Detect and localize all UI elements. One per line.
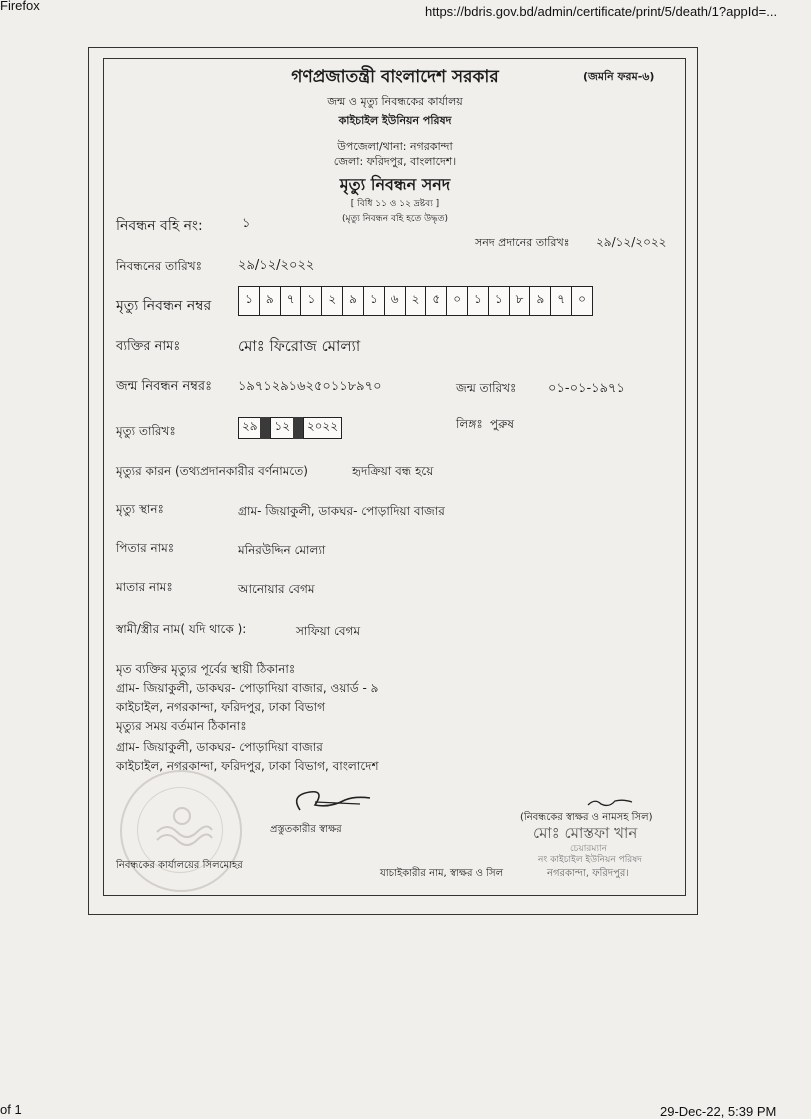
registrar-union-stamp: নং কাইচাইল ইউনিয়ন পরিষদ (538, 855, 642, 865)
mother-name-label: মাতার নামঃ (116, 580, 173, 594)
registrar-name-stamp: মোঃ মোস্তফা খান (533, 824, 638, 842)
reg-digit: ১ (300, 286, 322, 316)
registration-date-label: নিবন্ধনের তারিখঃ (116, 259, 202, 273)
death-day: ২৯ (238, 417, 262, 439)
district-name: জেলা: ফরিদপুর, বাংলাদেশ। (333, 155, 457, 168)
upazila-name: উপজেলা/থানা: নগরকান্দা (337, 140, 453, 153)
preparer-signature-label: প্রস্তুতকারীর স্বাক্ষর (270, 824, 342, 835)
registrar-signature-label: (নিবন্ধকের স্বাক্ষর ও নামসহ সিল) (520, 812, 653, 823)
gender-label: লিঙ্গঃ (456, 417, 483, 431)
date-separator (260, 417, 270, 439)
reg-digit: ৮ (509, 286, 531, 316)
office-name: জন্ম ও মৃত্যু নিবন্ধকের কার্যালয় (327, 95, 463, 108)
issue-date-value: ২৯/১২/২০২২ (596, 235, 667, 249)
reg-digit: ৯ (259, 286, 281, 316)
reg-digit: ১ (488, 286, 510, 316)
reg-digit: ৯ (342, 286, 364, 316)
rule-reference: [ বিধি ১১ ও ১২ দ্রষ্টব্য ] (350, 199, 440, 209)
birth-reg-number-label: জন্ম নিবন্ধন নম্বরঃ (116, 379, 213, 394)
registrar-title-stamp: চেয়ারম্যান (570, 844, 607, 854)
death-month: ১২ (270, 417, 294, 439)
government-name: গণপ্রজাতন্ত্রী বাংলাদেশ সরকার (291, 67, 499, 87)
registrar-location-stamp: নগরকান্দা, ফরিদপুর। (547, 868, 629, 879)
reg-digit: ২ (405, 286, 427, 316)
registrar-signature-icon (585, 796, 635, 810)
gender-value: পুরুষ (490, 417, 514, 431)
father-name-label: পিতার নামঃ (116, 541, 175, 555)
registration-date-value: ২৯/১২/২০২২ (238, 258, 315, 273)
birth-date-label: জন্ম তারিখঃ (456, 381, 517, 395)
reg-digit: ৬ (384, 286, 406, 316)
current-address-line1: গ্রাম- জিয়াকুলী, ডাকঘর- পোড়াদিয়া বাজার (116, 740, 323, 754)
reg-digit: ১ (238, 286, 260, 316)
certificate-title: মৃত্যু নিবন্ধন সনদ (339, 175, 451, 194)
person-name-value: মোঃ ফিরোজ মোল্যা (238, 337, 361, 355)
cause-value: হৃদক্রিয়া বন্ধ হয়ে (352, 464, 434, 478)
page-url: https://bdris.gov.bd/admin/certificate/print/5/death/1?appId=... (425, 4, 778, 19)
permanent-address-line2: কাইচাইল, নগরকান্দা, ফরিদপুর, ঢাকা বিভাগ (116, 700, 325, 714)
birth-reg-number-value: ১৯৭১২৯১৬২৫০১১৮৯৭০ (238, 379, 382, 394)
death-place-label: মৃত্যু স্থানঃ (116, 502, 164, 516)
reg-digit: ৫ (425, 286, 447, 316)
date-separator (293, 417, 303, 439)
reg-digit: ০ (446, 286, 468, 316)
permanent-address-line1: গ্রাম- জিয়াকুলী, ডাকঘর- পোড়াদিয়া বাজার, ওয়ার্ড - ৯ (116, 681, 379, 695)
preparer-signature-icon (285, 780, 375, 820)
death-reg-number-label: মৃত্যু নিবন্ধন নম্বর (116, 298, 212, 314)
union-name: কাইচাইল ইউনিয়ন পরিষদ (338, 114, 452, 127)
death-place-value: গ্রাম- জিয়াকুলী, ডাকঘর- পোড়াদিয়া বাজার (238, 504, 445, 518)
person-name-label: ব্যক্তির নামঃ (116, 339, 181, 354)
print-timestamp: 29-Dec-22, 5:39 PM (660, 1104, 777, 1119)
permanent-address-label: মৃত ব্যক্তির মৃত্যুর পূর্বের স্থায়ী ঠিকানাঃ (116, 662, 296, 676)
current-address-line2: কাইচাইল, নগরকান্দা, ফরিদপুর, ঢাকা বিভাগ, বাংলাদেশ (116, 759, 379, 773)
reg-digit: ৭ (550, 286, 572, 316)
father-name-value: মনিরউদ্দিন মোল্যা (238, 543, 326, 557)
reg-digit: ১ (363, 286, 385, 316)
death-date-boxes (238, 417, 341, 439)
office-seal-label: নিবন্ধকের কার্যালয়ের সিলমোহর (116, 860, 243, 871)
form-number: (জমনি ফরম-৬) (583, 70, 655, 83)
book-number-value: ১ (242, 216, 251, 231)
death-year: ২০২২ (303, 417, 342, 439)
death-reg-number-boxes (238, 286, 592, 316)
reg-digit: ৯ (529, 286, 551, 316)
page-indicator: of 1 (0, 1102, 22, 1117)
browser-app-name: Firefox (0, 0, 40, 13)
birth-date-value: ০১-০১-১৯৭১ (548, 381, 625, 396)
spouse-name-value: সাফিয়া বেগম (296, 624, 361, 638)
spouse-name-label: স্বামী/স্ত্রীর নাম( যদি থাকে ): (116, 622, 247, 636)
verifier-label: যাচাইকারীর নাম, স্বাক্ষর ও সিল (380, 868, 504, 879)
reg-digit: ২ (321, 286, 343, 316)
issue-date-label: সনদ প্রদানের তারিখঃ (475, 236, 570, 249)
reg-digit: ৭ (280, 286, 302, 316)
cause-label: মৃত্যুর কারন (তথ্যপ্রদানকারীর বর্ণনামতে) (116, 464, 308, 478)
book-number-label: নিবন্ধন বহি নং: (116, 218, 203, 234)
reg-digit: ১ (467, 286, 489, 316)
current-address-label: মৃত্যুর সময় বর্তমান ঠিকানাঃ (116, 719, 247, 733)
mother-name-value: আনোয়ার বেগম (238, 582, 315, 596)
reg-digit: ০ (571, 286, 593, 316)
death-date-label: মৃত্যু তারিখঃ (116, 424, 176, 438)
book-note: (মৃত্যু নিবন্ধন বহি হতে উদ্ধৃত) (341, 214, 449, 224)
